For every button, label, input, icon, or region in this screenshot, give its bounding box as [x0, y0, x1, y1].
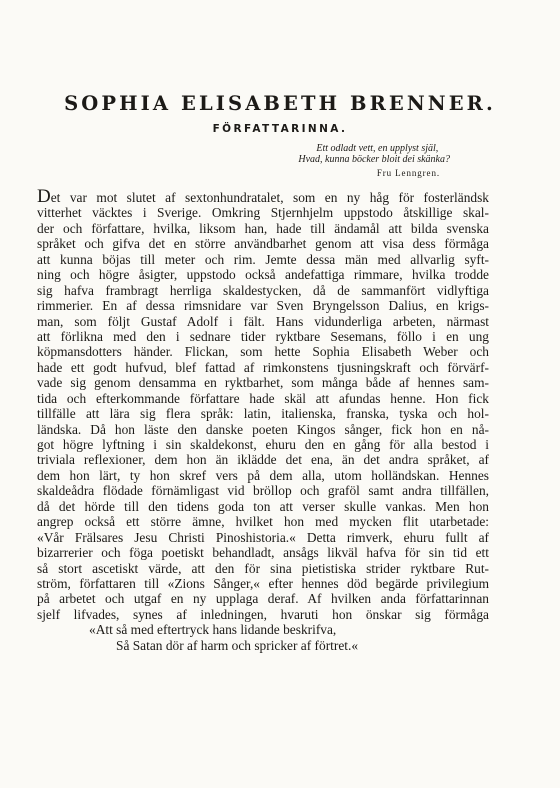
text-line: köpmansdotters händer. Flickan, som hette Sophia Elisabeth Weber och: [37, 344, 489, 360]
body-text: [37, 186, 489, 653]
text-line: språket och gifva det en större användbarhet genom att visa dess förmåga: [37, 236, 489, 252]
text-line: tillfälle att lära sig flera språk: latin, italienska, franska, tyska och hol-: [37, 406, 489, 422]
epigraph-line: Ett odladt vett, en upplyst själ,: [316, 143, 439, 154]
text-line: tida och efterkommande författare hade skäl att afundas henne. Hon fick: [37, 390, 489, 406]
quote-line: Så Satan dör af harm och spricker af förtret.«: [116, 637, 359, 653]
quote-line: «Att så med eftertryck hans lidande beskrifva,: [89, 622, 337, 638]
text-line: ström, författaren till «Zions Sånger,« efter hennes död begärde privilegium: [37, 575, 489, 591]
text-line: hade ett godt hufvud, blef fattad af rimkonstens tjusningskraft och förvärf-: [37, 359, 489, 375]
text-line: sjelf lifvades, synes af inledningen, hvaruti hon önskar sig förmåga: [37, 606, 489, 622]
text-line: skaldeådra flödade förnämligast vid bröllop och graföl samt andra tillfällen,: [37, 483, 489, 499]
text-line: angrep också ett större ämne, hvilket hon med mycken flit utarbetade:: [37, 514, 489, 530]
epigraph-attribution: Fru Lenngren.: [376, 168, 440, 178]
text-line: vitterhet väcktes i Sverige. Omkring Stjernhjelm uppstodo åtskillige skal-: [37, 205, 489, 221]
text-line: got högre lyftning i sin skaldekonst, ehuru den en gång för alla bestod i: [37, 437, 489, 452]
text-line: man, som följt Gustaf Adolf i fält. Hans vidunderliga arbeten, närmast: [37, 313, 489, 329]
epigraph-line: Hvad, kunna böcker bloit dei skänka?: [298, 154, 450, 165]
epigraph: [298, 143, 450, 165]
text-line: att förlikna med den i sednare tider ryktbare Sesemans, föllo i en ung: [37, 328, 489, 344]
page-title: SOPHIA ELISABETH BRENNER.: [64, 92, 496, 115]
page-subtitle: FÖRFATTARINNA.: [212, 123, 348, 135]
text-line: sig hafva frambragt herrliga skaldestycken, då de sammanfört vidlyftiga: [37, 282, 489, 298]
text-line: bizarrerier och föga poetiskt behandladt, ansågs likväl hafva för sin tid ett: [37, 545, 489, 561]
text-line: ländska. Då hon läste den danske poeten Kingos sånger, fick hon en nå-: [37, 421, 489, 437]
text-line: att kunna böjas till meter och rim. Jemte dessa män med allvarlig syft-: [37, 251, 489, 267]
text-line: ning och högre åsigter, uppstodo också andefattiga rimmare, hvilka trodde: [37, 267, 489, 283]
text-line: Det var mot slutet af sextonhundratalet, som en ny håg för fosterländsk: [37, 186, 489, 207]
text-line: dem hon lärt, ty hon skref vers på dem alla, utom holländskan. Hennes: [37, 467, 489, 483]
text-line: rimmerier. En af dessa rimsnidare var Sven Bryngelsson Dalius, en krigs-: [37, 298, 489, 314]
text-line: så stort ascetiskt värde, att den för sina pietistiska strider ryktbare Rut-: [37, 560, 489, 576]
text-line: der och författare, hvilka, liksom han, hade till ändamål att bilda svenska: [37, 220, 489, 236]
text-line: «Vår Frälsares Jesu Christi Pinoshistoria.« Detta rimverk, ehuru fullt af: [37, 529, 489, 545]
text-line: då det hörde till den tidens goda ton att verser skulle vankas. Men hon: [37, 498, 489, 514]
text-line: vade sig genom densamma en ryktbarhet, som många både af hennes sam-: [37, 375, 489, 391]
text-line: på arbetet och utgaf en ny upplaga deraf. Af hvilken anda författarinnan: [37, 591, 489, 607]
text-line: triviala reflexioner, dem hon än iklädde det ena, än det andra språket, af: [37, 452, 489, 468]
